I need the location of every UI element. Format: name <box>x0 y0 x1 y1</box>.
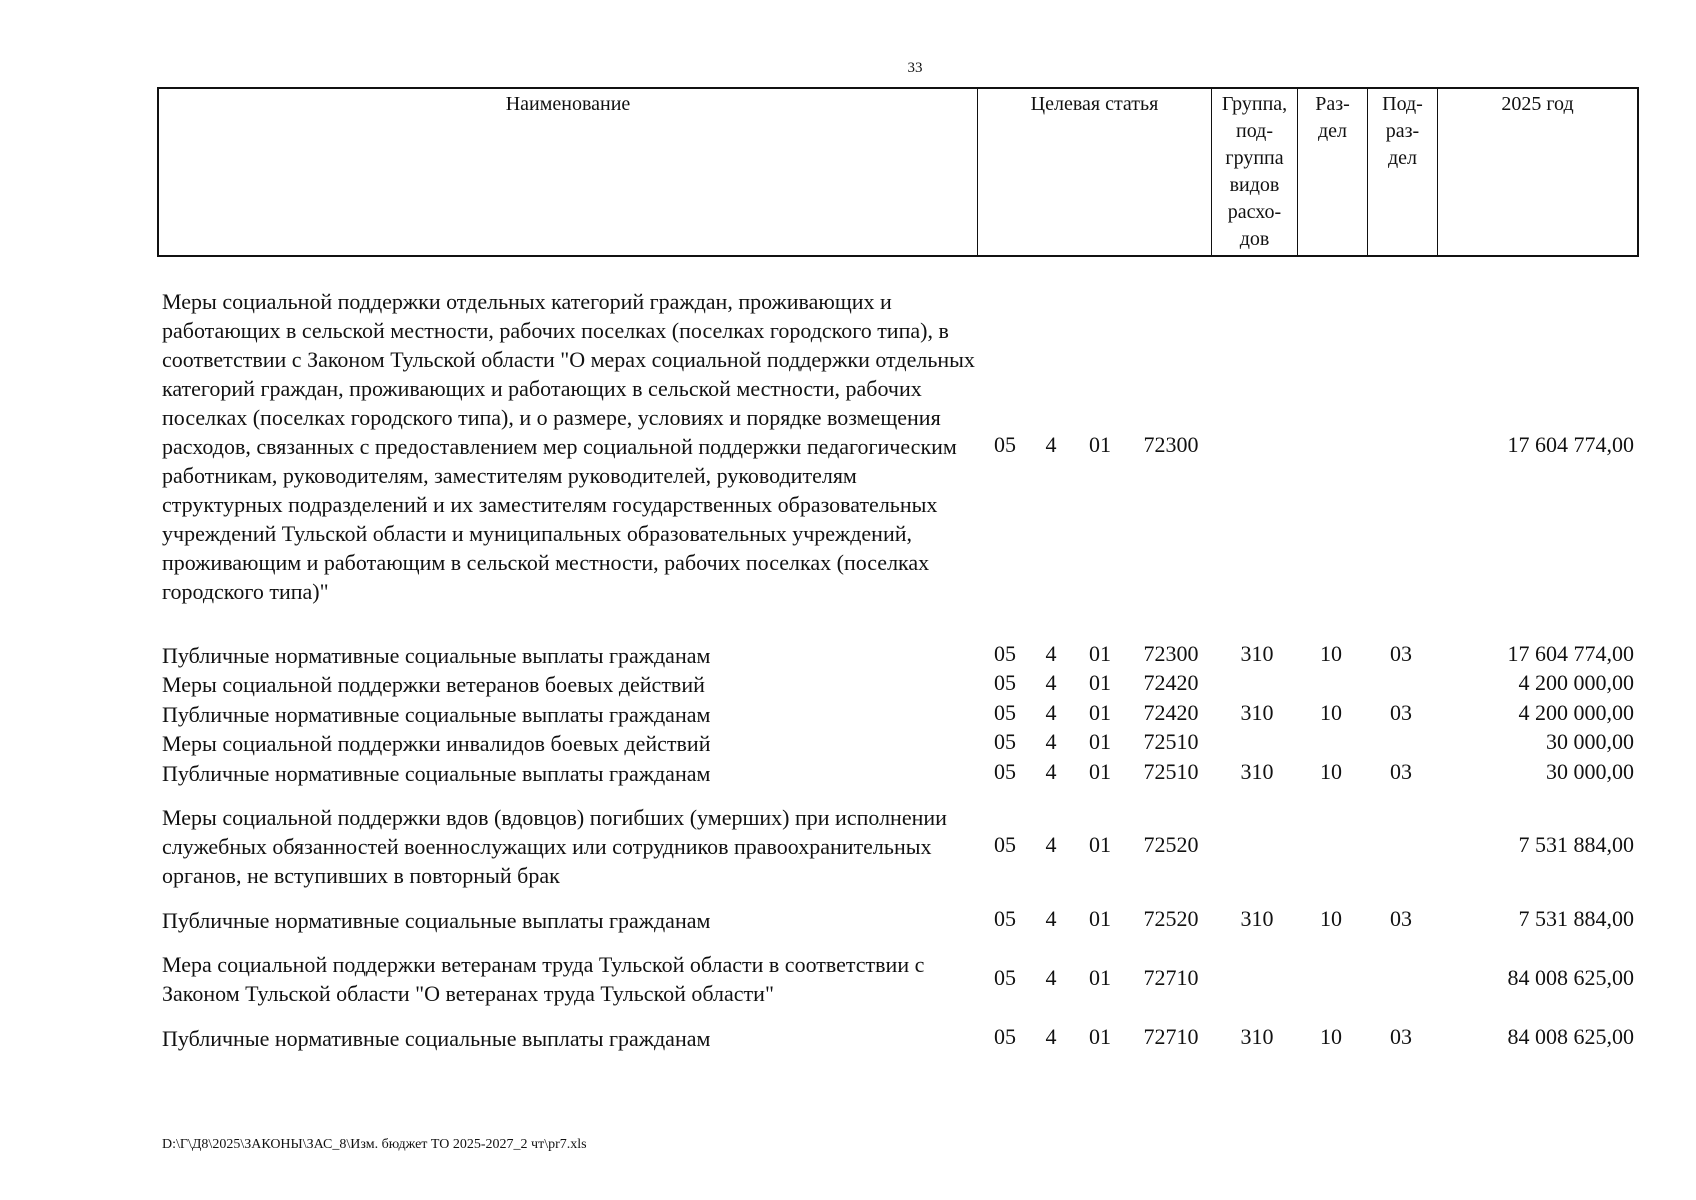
row-code-2: 4 <box>1045 670 1057 695</box>
header-expense-group-line: под- <box>1236 120 1273 142</box>
row-name: Публичные нормативные социальные выплаты гражданам <box>162 643 711 668</box>
table-header <box>157 87 1639 257</box>
row-code-4: 72420 <box>1143 670 1199 695</box>
row-code-3: 01 <box>1089 1024 1111 1049</box>
row-podrazdel: 03 <box>1390 1024 1412 1049</box>
row-code-1: 05 <box>994 1024 1016 1049</box>
row-podrazdel: 03 <box>1390 759 1412 784</box>
row-code-1: 05 <box>994 729 1016 754</box>
row-code-3: 01 <box>1089 700 1111 725</box>
row-code-4: 72520 <box>1143 832 1199 857</box>
row-code-3: 01 <box>1089 670 1111 695</box>
header-razdel-line: Раз- <box>1315 93 1350 115</box>
row-code-1: 05 <box>994 832 1016 857</box>
row-code-2: 4 <box>1045 832 1057 857</box>
row-expense-group: 310 <box>1240 1024 1274 1049</box>
row-expense-group: 310 <box>1240 700 1274 725</box>
row-code-1: 05 <box>994 759 1016 784</box>
header-expense-group-line: группа <box>1225 147 1284 169</box>
row-code-1: 05 <box>994 641 1016 666</box>
header-podrazdel-line: Под- <box>1382 93 1423 115</box>
row-name: Меры социальной поддержки ветеранов боевых действий <box>162 672 705 697</box>
row-razdel: 10 <box>1320 906 1342 931</box>
row-amount: 4 200 000,00 <box>1518 700 1634 725</box>
header-expense-group-line: Группа, <box>1221 93 1288 115</box>
header-name: Наименование <box>159 89 978 255</box>
header-podrazdel-line: раз- <box>1385 120 1420 142</box>
row-name: Меры социальной поддержки вдов (вдовцов) погибших (умерших) при исполнении служебных обязанностей военнослужащих или сотрудников правоохранительных органов, не вступивших в повторный брак <box>162 805 947 888</box>
row-code-2: 4 <box>1045 906 1057 931</box>
row-name: Меры социальной поддержки инвалидов боевых действий <box>162 731 711 756</box>
row-expense-group: 310 <box>1240 759 1274 784</box>
row-code-2: 4 <box>1045 759 1057 784</box>
header-podrazdel-line: дел <box>1387 147 1418 169</box>
row-podrazdel: 03 <box>1390 906 1412 931</box>
row-amount: 7 531 884,00 <box>1518 906 1634 931</box>
row-amount: 30 000,00 <box>1546 729 1634 754</box>
row-amount: 30 000,00 <box>1546 759 1634 784</box>
row-code-4: 72300 <box>1143 641 1199 666</box>
row-code-3: 01 <box>1089 832 1111 857</box>
row-code-1: 05 <box>994 700 1016 725</box>
row-code-4: 72510 <box>1143 759 1199 784</box>
row-code-4: 72710 <box>1143 965 1199 990</box>
row-code-1: 05 <box>994 670 1016 695</box>
row-name: Мера социальной поддержки ветеранам труда Тульской области в соответствии с Законом Тульской области "О ветеранах труда Тульской области" <box>162 952 925 1006</box>
row-code-3: 01 <box>1089 759 1111 784</box>
row-razdel: 10 <box>1320 641 1342 666</box>
row-code-3: 01 <box>1089 432 1111 457</box>
header-podrazdel <box>1368 89 1438 255</box>
header-expense-group-line: расхо- <box>1227 201 1282 223</box>
row-name: Меры социальной поддержки отдельных категорий граждан, проживающих и работающих в сельской местности, рабочих поселках (поселках городского типа), в соответствии с Законом Тульской области "О мерах социальной поддержки отдельных категорий граждан, проживающих и работающих в сельской местности, рабочих поселках (поселках городского типа), и о размере, условиях и порядке возмещения расходов, связанных с предоставлением мер социальной поддержки педагогическим работникам, руководителям, заместителям руководителей, руководителям структурных подразделений и их заместителям государственных образовательных учреждений Тульской области и муниципальных образовательных учреждений, проживающим и работающим в сельской местности, рабочих поселках (поселках городского типа)" <box>162 289 975 604</box>
row-code-4: 72300 <box>1143 432 1199 457</box>
row-code-3: 01 <box>1089 906 1111 931</box>
row-code-2: 4 <box>1045 432 1057 457</box>
row-code-2: 4 <box>1045 1024 1057 1049</box>
row-code-4: 72510 <box>1143 729 1199 754</box>
row-amount: 84 008 625,00 <box>1507 1024 1634 1049</box>
row-name: Публичные нормативные социальные выплаты гражданам <box>162 702 711 727</box>
footer-file-path: D:\Г\Д8\2025\ЗАКОНЫ\ЗАС_8\Изм. бюджет ТО 2025-2027_2 чт\pr7.xls <box>162 1137 587 1152</box>
row-code-3: 01 <box>1089 729 1111 754</box>
row-code-2: 4 <box>1045 965 1057 990</box>
header-target-article: Целевая статья <box>978 89 1212 255</box>
row-code-2: 4 <box>1045 729 1057 754</box>
row-code-4: 72420 <box>1143 700 1199 725</box>
row-code-4: 72710 <box>1143 1024 1199 1049</box>
row-amount: 84 008 625,00 <box>1507 965 1634 990</box>
row-expense-group: 310 <box>1240 906 1274 931</box>
row-code-2: 4 <box>1045 641 1057 666</box>
row-razdel: 10 <box>1320 1024 1342 1049</box>
row-podrazdel: 03 <box>1390 700 1412 725</box>
row-code-1: 05 <box>994 965 1016 990</box>
row-expense-group: 310 <box>1240 641 1274 666</box>
header-expense-group-line: видов <box>1229 174 1280 196</box>
header-expense-group-line: дов <box>1239 228 1270 250</box>
row-name: Публичные нормативные социальные выплаты гражданам <box>162 761 711 786</box>
row-code-4: 72520 <box>1143 906 1199 931</box>
row-code-3: 01 <box>1089 641 1111 666</box>
row-code-1: 05 <box>994 906 1016 931</box>
row-razdel: 10 <box>1320 759 1342 784</box>
row-code-2: 4 <box>1045 700 1057 725</box>
row-razdel: 10 <box>1320 700 1342 725</box>
row-amount: 17 604 774,00 <box>1507 432 1634 457</box>
row-name: Публичные нормативные социальные выплаты гражданам <box>162 908 711 933</box>
header-year: 2025 год <box>1501 93 1574 115</box>
page-number: 33 <box>907 60 923 76</box>
row-amount: 7 531 884,00 <box>1518 832 1634 857</box>
header-expense-group <box>1212 89 1298 255</box>
header-razdel-line: дел <box>1317 120 1348 142</box>
row-code-3: 01 <box>1089 965 1111 990</box>
header-razdel <box>1298 89 1368 255</box>
row-code-1: 05 <box>994 432 1016 457</box>
row-amount: 4 200 000,00 <box>1518 670 1634 695</box>
row-podrazdel: 03 <box>1390 641 1412 666</box>
row-name: Публичные нормативные социальные выплаты гражданам <box>162 1026 711 1051</box>
row-amount: 17 604 774,00 <box>1507 641 1634 666</box>
